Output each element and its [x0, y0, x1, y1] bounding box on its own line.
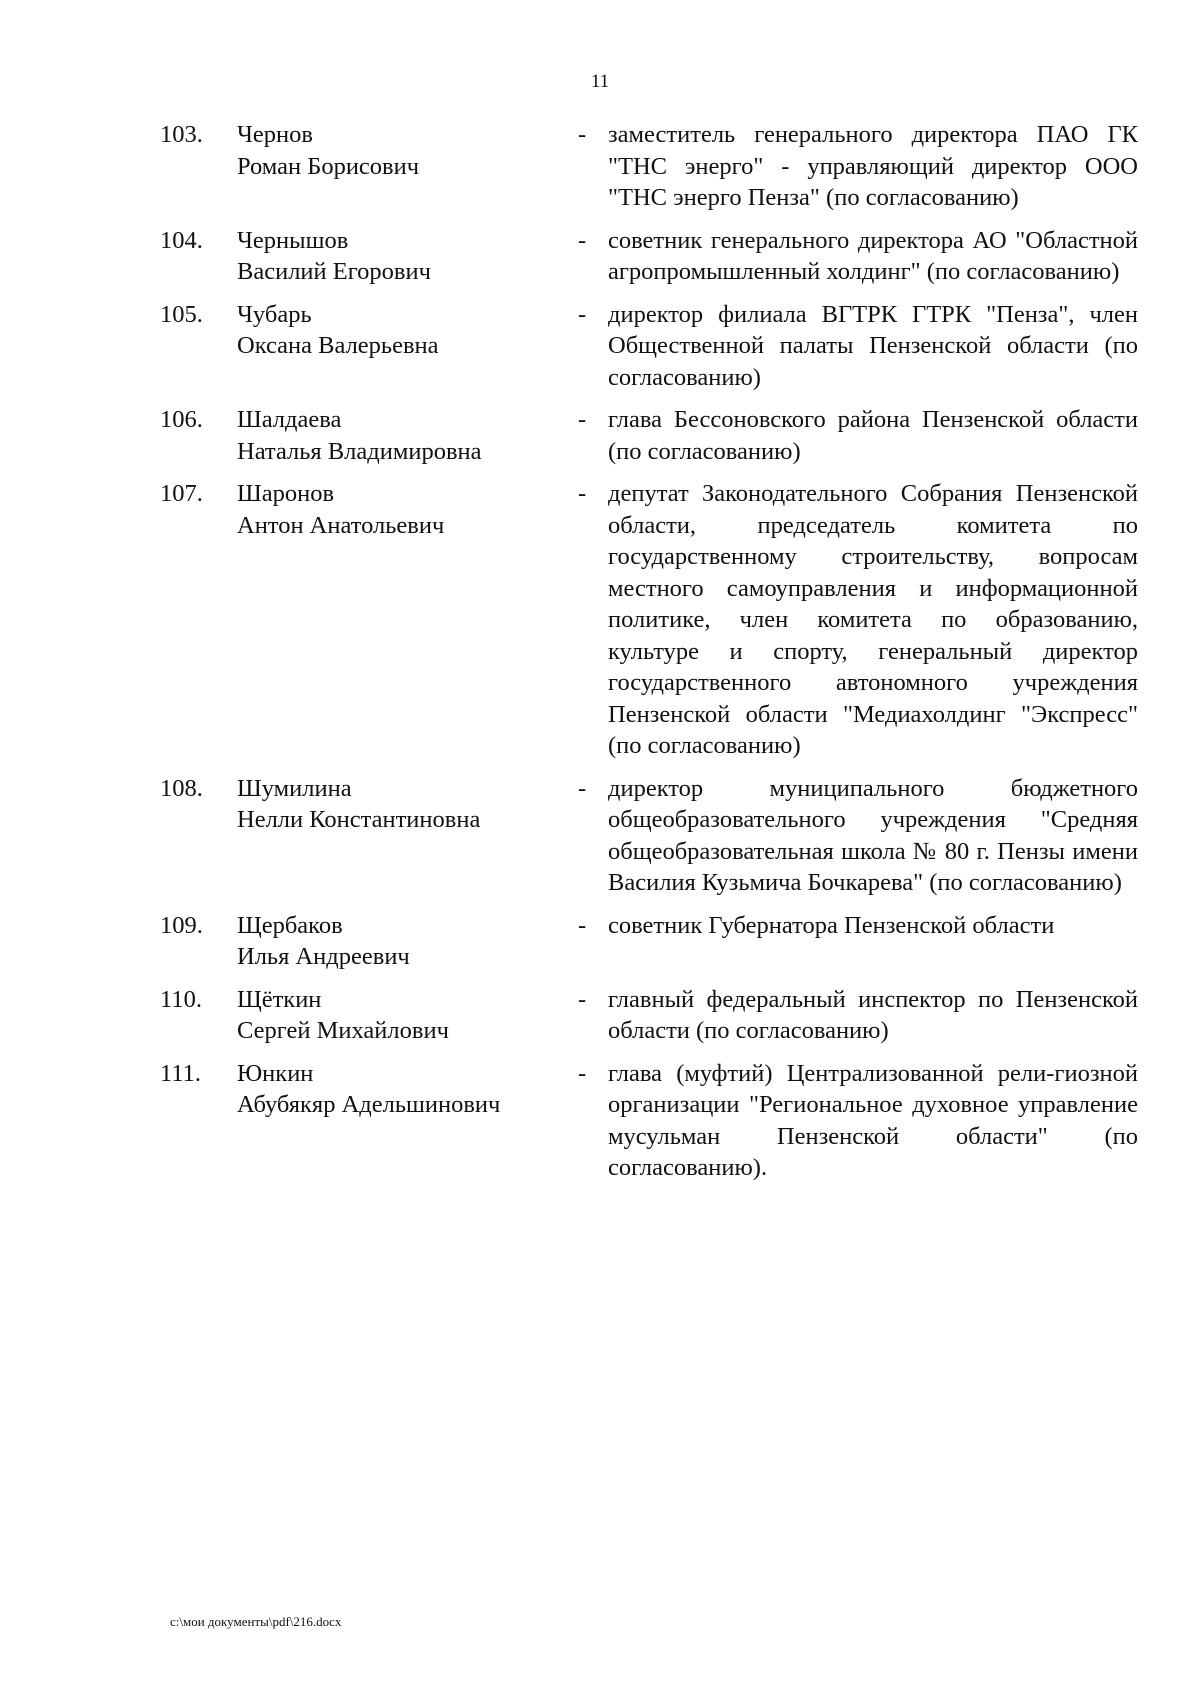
separator-dash: -	[578, 911, 587, 939]
file-path-footer: c:\мои документы\pdf\216.docx	[170, 1614, 342, 1629]
list-item	[0, 119, 1200, 214]
list-item	[0, 773, 1200, 899]
member-name	[237, 984, 567, 1047]
list-item	[0, 225, 1200, 288]
list-item	[0, 1058, 1200, 1184]
member-name	[237, 478, 567, 541]
list-item	[0, 910, 1200, 973]
member-surname: Шумилина	[237, 774, 352, 802]
entry-number: 104.	[160, 226, 203, 254]
member-surname: Чубарь	[237, 300, 312, 328]
separator-dash: -	[578, 121, 587, 148]
list-item	[0, 299, 1200, 394]
member-position: главный федеральный инспектор по Пензенской области (по согласованию)	[608, 985, 1138, 1044]
member-surname: Шаронов	[237, 480, 335, 507]
member-surname: Щёткин	[237, 985, 322, 1013]
member-surname: Чернов	[237, 121, 313, 148]
member-list	[0, 119, 1200, 1195]
member-surname: Юнкин	[237, 1059, 314, 1087]
list-item	[0, 404, 1200, 467]
member-position: заместитель генерального директора ПАО ГК "ТНС энерго" - управляющий директор ООО "ТНС энерго Пенза" (по согласованию)	[608, 121, 1138, 211]
separator-dash: -	[578, 774, 587, 802]
separator-dash: -	[578, 985, 587, 1013]
member-given-names: Абубякяр Адельшинович	[237, 1091, 501, 1118]
member-name	[237, 404, 567, 467]
member-given-names: Роман Борисович	[237, 152, 420, 180]
member-surname: Шалдаева	[237, 406, 342, 433]
member-position: депутат Законодательного Собрания Пензенской области, председатель комитета по государственному строительству, вопросам местного самоуправления и информационной политике, член комитета по образованию, культуре и спорту, генеральный директор государственного автономного учреждения Пензенской области "Медиахолдинг "Экспресс" (по согласованию)	[608, 480, 1138, 759]
member-surname: Чернышов	[237, 226, 349, 254]
member-given-names: Оксана Валерьевна	[237, 332, 439, 359]
separator-dash: -	[578, 480, 587, 507]
member-given-names: Илья Андреевич	[237, 943, 410, 970]
separator-dash: -	[578, 300, 587, 328]
member-given-names: Антон Анатольевич	[237, 511, 445, 539]
member-name	[237, 225, 567, 288]
entry-number: 107.	[160, 480, 203, 507]
member-position: глава Бессоновского района Пензенской области (по согласованию)	[608, 406, 1138, 465]
member-name	[237, 773, 567, 836]
entry-number: 106.	[160, 406, 203, 433]
entry-number: 105.	[160, 300, 203, 328]
separator-dash: -	[578, 406, 587, 433]
member-name	[237, 299, 567, 362]
list-item	[0, 984, 1200, 1047]
member-position: директор муниципального бюджетного общеобразовательного учреждения "Средняя общеобразовательная школа № 80 г. Пензы имени Василия Кузьмича Бочкарева" (по согласованию)	[608, 774, 1138, 896]
entry-number: 110.	[160, 985, 202, 1013]
member-position: советник генерального директора АО "Областной агропромышленный холдинг" (по согласованию)	[608, 226, 1138, 285]
entry-number: 108.	[160, 774, 203, 802]
member-surname: Щербаков	[237, 911, 343, 939]
separator-dash: -	[578, 226, 587, 254]
member-name	[237, 910, 567, 973]
member-name	[237, 119, 567, 182]
member-given-names: Нелли Константиновна	[237, 806, 481, 833]
entry-number: 109.	[160, 911, 203, 939]
entry-number: 111.	[160, 1059, 202, 1087]
member-position: советник Губернатора Пензенской области	[608, 911, 1055, 939]
member-given-names: Наталья Владимировна	[237, 437, 482, 465]
separator-dash: -	[578, 1059, 587, 1087]
page-number: 11	[590, 71, 610, 92]
member-given-names: Сергей Михайлович	[237, 1017, 449, 1044]
member-position: глава (муфтий) Централизованной рели-гиозной организации "Региональное духовное управление мусульман Пензенской области" (по согласованию).	[608, 1059, 1138, 1181]
list-item	[0, 478, 1200, 762]
member-given-names: Василий Егорович	[237, 258, 431, 285]
member-position: директор филиала ВГТРК ГТРК "Пенза", член Общественной палаты Пензенской области (по согласованию)	[608, 300, 1138, 391]
entry-number: 103.	[160, 121, 203, 148]
member-name	[237, 1058, 567, 1121]
